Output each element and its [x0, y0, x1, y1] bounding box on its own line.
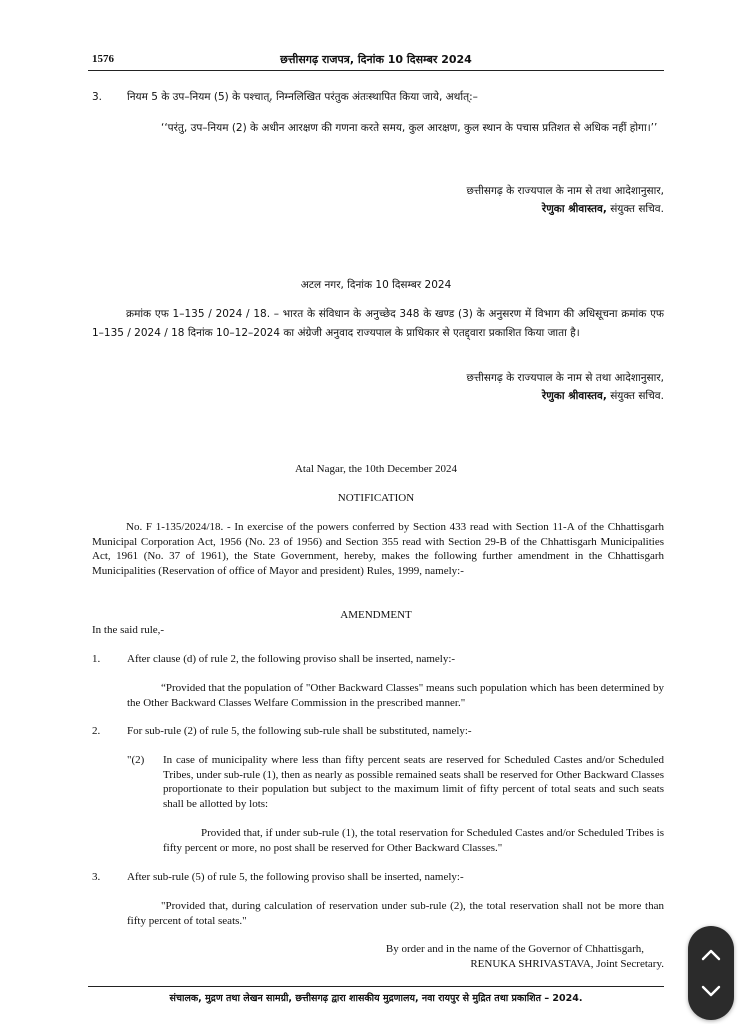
notification-intro: No. F 1-135/2024/18. - In exercise of the powers conferred by Section 433 read with Section 11-A of the Chhattisgarh Municipal Corporation Act, 1956 (No. 23 of 1956) and Section 355 read with Section 29-B of the Chhattisgarh Municipalities Act, 1961 (No. 37 of 1961), the State Government, hereby, makes the following further amendment in the Chhattisgarh Municipalities (Reservation of office of Mayor and president) Rules, 1999, namely:-	[92, 521, 664, 577]
item-3-quote: "Provided that, during calculation of reservation under sub-rule (2), the total reservation shall not be more than fifty percent of total seats."	[127, 900, 664, 927]
notification-heading: NOTIFICATION	[337, 492, 415, 504]
printer-footer: संचालक, मुद्रण तथा लेखन सामग्री, छत्तीसगढ़ द्वारा शासकीय मुद्रणालय, नवा रायपुर से मुद्रित तथा प्रकाशित – 2024.	[169, 993, 583, 1004]
in-said-rule: In the said rule,-	[92, 624, 165, 636]
signoff-line-hindi-1: छत्तीसगढ़ के राज्यपाल के नाम से तथा आदेशानुसार,	[466, 185, 664, 197]
sub-rule-2-label: "(2)	[127, 754, 145, 766]
signatory-title-hindi-2: संयुक्त सचिव.	[610, 390, 664, 402]
header-rule	[88, 70, 664, 71]
amendment-heading: AMENDMENT	[340, 609, 412, 621]
place-date-english: Atal Nagar, the 10th December 2024	[294, 463, 458, 475]
item-1-number: 1.	[92, 653, 101, 665]
translation-notice-hindi: क्रमांक एफ 1–135 / 2024 / 18. – भारत के संविधान के अनुच्छेद 348 के खण्ड (3) के अनुसरण में विभाग की अधिसूचना क्रमांक एफ 1–135 / 2024 / 18 दिनांक 10–12–2024 का अंग्रेजी अनुवाद राज्यपाल के प्राधिकार से एतद्द्वारा प्रकाशित किया जाता है।	[92, 308, 664, 339]
chevron-up-icon[interactable]	[701, 948, 721, 962]
signatory-english: RENUKA SHRIVASTAVA, Joint Secretary.	[470, 958, 664, 970]
signatory-title-hindi-1: संयुक्त सचिव.	[610, 203, 664, 215]
page-number: 1576	[92, 53, 114, 65]
item-1-text: After clause (d) of rule 2, the following proviso shall be inserted, namely:-	[127, 653, 456, 665]
sub-rule-2-text: In case of municipality where less than fifty percent seats are reserved for Scheduled Castes and/or Scheduled Tribes, under sub-rule (1), then as nearly as possible remained seats shall be reserved for Other Backward Classes proportionate to their population but subject to the maximum limit of fifty percent of total seats and such seats shall be allotted by lots:	[163, 754, 664, 810]
signoff-line-english: By order and in the name of the Governor of Chhattisgarh,	[385, 943, 644, 955]
signatory-name-hindi-1: रेणुका श्रीवास्तव,	[541, 203, 607, 215]
item-3-text-hindi: नियम 5 के उप–नियम (5) के पश्चात्, निम्नलिखित परंतुक अंतःस्थापित किया जाये, अर्थात्:–	[127, 91, 478, 103]
place-date-hindi: अटल नगर, दिनांक 10 दिसम्बर 2024	[300, 279, 452, 291]
item-2-text: For sub-rule (2) of rule 5, the following sub-rule shall be substituted, namely:-	[127, 725, 472, 737]
signoff-line-hindi-2: छत्तीसगढ़ के राज्यपाल के नाम से तथा आदेशानुसार,	[466, 372, 664, 384]
footer-rule	[88, 986, 664, 987]
page-navigation-control	[688, 926, 734, 1020]
chevron-down-icon[interactable]	[701, 984, 721, 998]
item-3-text: After sub-rule (5) of rule 5, the following proviso shall be inserted, namely:-	[127, 871, 464, 883]
signatory-hindi-1	[300, 200, 664, 219]
proviso-hindi: ‘‘परंतु, उप–नियम (2) के अधीन आरक्षण की गणना करते समय, कुल आरक्षण, कुल स्थान के पचास प्रतिशत से अधिक नहीं होगा।’’	[161, 122, 658, 134]
item-2-number: 2.	[92, 725, 101, 737]
item-3-number-hindi: 3.	[92, 91, 103, 103]
gazette-header-title: छत्तीसगढ़ राजपत्र, दिनांक 10 दिसम्बर 2024	[280, 53, 472, 66]
signatory-hindi-2	[300, 387, 664, 406]
item-3-number: 3.	[92, 871, 101, 883]
signatory-name-hindi-2: रेणुका श्रीवास्तव,	[541, 390, 607, 402]
item-1-quote: “Provided that the population of "Other Backward Classes" means such population which has been determined by the Other Backward Classes Welfare Commission in the prescribed manner."	[127, 682, 664, 709]
sub-rule-2-proviso: Provided that, if under sub-rule (1), the total reservation for Scheduled Castes and/or Scheduled Tribes is fifty percent or more, no post shall be reserved for Other Backward Classes."	[163, 827, 664, 854]
